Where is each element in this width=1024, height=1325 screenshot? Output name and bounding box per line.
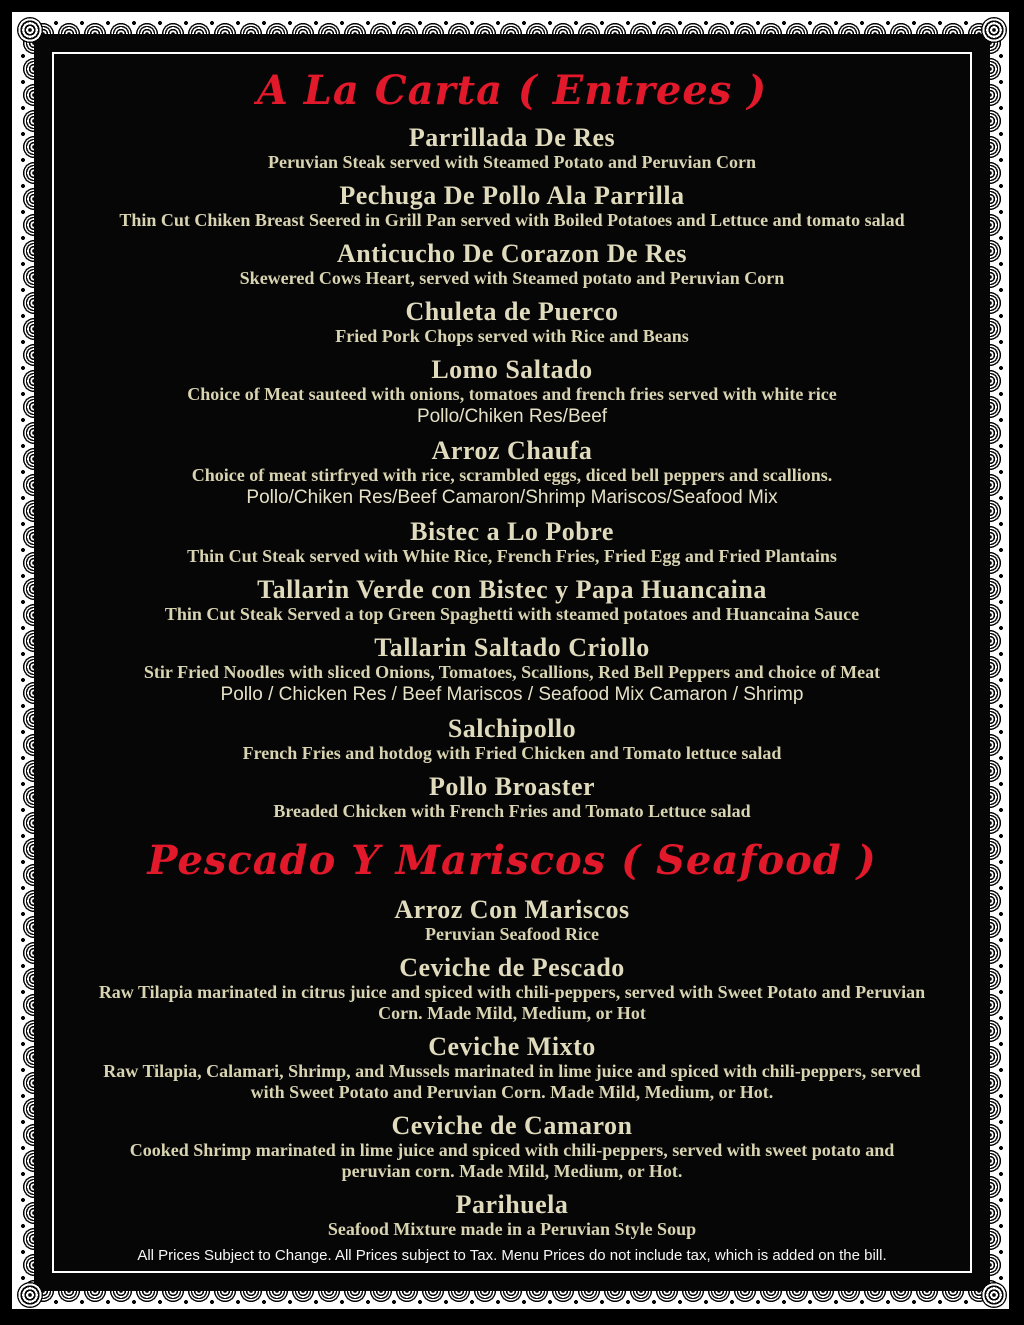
corner-rosette-bottom-right [981, 1282, 1007, 1308]
dish-description: Raw Tilapia marinated in citrus juice and spiced with chili-peppers, served with Sweet Potato and Peruvian Corn. Made Mild, Medium, or Hot [98, 982, 926, 1023]
menu-item [98, 298, 926, 347]
corner-rosette-top-right [981, 17, 1007, 43]
corner-rosette-top-left [17, 17, 43, 43]
dish-description: Peruvian Seafood Rice [425, 924, 599, 944]
dish-name: Tallarin Saltado Criollo [374, 633, 650, 662]
dish-description: Raw Tilapia, Calamari, Shrimp, and Mussels marinated in lime juice and spiced with chili-peppers, served with Sweet Potato and Peruvian Corn. Made Mild, Medium, or Hot. [103, 1061, 921, 1102]
section-heading-seafood: Pescado Y Mariscos ( Seafood ) [147, 837, 877, 884]
dish-name: Pechuga De Pollo Ala Parrilla [339, 181, 685, 210]
dish-name: Ceviche de Pescado [399, 953, 625, 982]
dish-options: Pollo / Chicken Res / Beef Mariscos / Seafood Mix Camaron / Shrimp [220, 684, 804, 705]
dish-description: Cooked Shrimp marinated in lime juice and spiced with chili-peppers, served with sweet potato and peruvian corn. Made Mild, Medium, or Hot. [129, 1140, 895, 1181]
menu-item [98, 1112, 926, 1182]
dish-name: Parihuela [455, 1190, 569, 1219]
menu-item [98, 1033, 926, 1103]
menu-item [98, 356, 926, 428]
dish-description: Choice of Meat sauteed with onions, tomatoes and french fries served with white rice [187, 384, 837, 404]
dish-description: Fried Pork Chops served with Rice and Beans [335, 326, 689, 346]
menu-item [98, 954, 926, 1024]
dish-options: Pollo/Chiken Res/Beef [416, 406, 608, 427]
dish-name: Pollo Broaster [428, 772, 596, 801]
dish-name: Arroz Con Mariscos [394, 895, 630, 924]
dish-name: Parrillada De Res [408, 123, 616, 152]
dish-description: Peruvian Steak served with Steamed Potato and Peruvian Corn [268, 152, 756, 172]
menu-item [98, 896, 926, 945]
dish-description: Skewered Cows Heart, served with Steamed potato and Peruvian Corn [239, 268, 785, 288]
corner-rosette-bottom-left [17, 1282, 43, 1308]
dish-name: Bistec a Lo Pobre [410, 517, 614, 546]
menu-panel [34, 34, 990, 1291]
menu-item [98, 773, 926, 822]
dish-description: Breaded Chicken with French Fries and Tomato Lettuce salad [273, 801, 751, 821]
dish-options: Pollo/Chiken Res/Beef Camaron/Shrimp Mariscos/Seafood Mix [246, 487, 778, 508]
dish-description: Seafood Mixture made in a Peruvian Style Soup [327, 1219, 697, 1239]
dish-name: Chuleta de Puerco [405, 297, 619, 326]
dish-description: Choice of meat stirfryed with rice, scrambled eggs, diced bell peppers and scallions. [191, 465, 833, 485]
dish-description: Thin Cut Chiken Breast Seered in Grill Pan served with Boiled Potatoes and Lettuce and tomato salad [119, 210, 905, 230]
footer-disclaimer: All Prices Subject to Change. All Prices subject to Tax. Menu Prices do not include tax, which is added on the bill. [137, 1247, 887, 1264]
dish-description: Stir Fried Noodles with sliced Onions, Tomatoes, Scallions, Red Bell Peppers and choice of Meat [143, 662, 881, 682]
menu-item [98, 240, 926, 289]
dish-name: Ceviche de Camaron [391, 1111, 633, 1140]
dish-description: Thin Cut Steak Served a top Green Spaghetti with steamed potatoes and Huancaina Sauce [164, 604, 860, 624]
menu-item [98, 182, 926, 231]
dish-name: Lomo Saltado [431, 355, 593, 384]
menu-item [98, 576, 926, 625]
menu-item [98, 437, 926, 509]
dish-name: Anticucho De Corazon De Res [336, 239, 687, 268]
menu-item [98, 634, 926, 706]
section-heading-entrees: A La Carta ( Entrees ) [256, 67, 768, 114]
dish-description: French Fries and hotdog with Fried Chicken and Tomato lettuce salad [242, 743, 782, 763]
menu-item [98, 1191, 926, 1240]
menu-item [98, 518, 926, 567]
dish-name: Salchipollo [447, 714, 577, 743]
dish-description: Thin Cut Steak served with White Rice, French Fries, Fried Egg and Fried Plantains [187, 546, 837, 566]
dish-name: Arroz Chaufa [431, 436, 593, 465]
dish-name: Ceviche Mixto [428, 1032, 596, 1061]
menu-item [98, 124, 926, 173]
dish-name: Tallarin Verde con Bistec y Papa Huancaina [257, 575, 767, 604]
menu-content [54, 54, 970, 1271]
menu-item [98, 715, 926, 764]
